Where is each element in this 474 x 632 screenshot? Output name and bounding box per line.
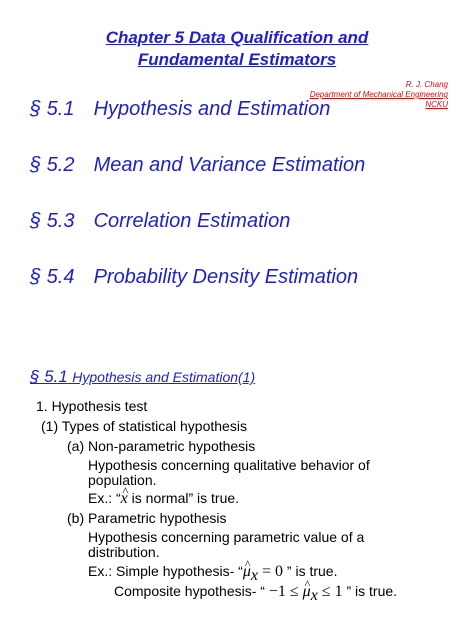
author-department: Department of Mechanical Engineering bbox=[309, 90, 448, 99]
author-name: R. J. Chang bbox=[405, 80, 448, 89]
body-line-hypothesis-test: 1. Hypothesis test bbox=[36, 398, 148, 414]
title-line-1: Chapter 5 Data Qualification and bbox=[105, 28, 369, 47]
section-title: Mean and Variance Estimation bbox=[93, 154, 366, 176]
mu-subscript: x bbox=[310, 586, 318, 604]
body-line-simple-hypothesis bbox=[88, 563, 337, 584]
section-number: § 5.1 bbox=[30, 98, 75, 120]
section-title: Probability Density Estimation bbox=[93, 266, 359, 288]
subsection-title: Hypothesis and Estimation(1) bbox=[72, 369, 256, 385]
composite-suffix: ” is true. bbox=[342, 583, 398, 599]
title-line-2: Fundamental Estimators bbox=[137, 50, 337, 69]
section-heading-5-4 bbox=[30, 266, 358, 289]
section-heading-5-3 bbox=[30, 210, 290, 233]
mu-subscript: x bbox=[250, 566, 258, 584]
body-line-np-desc-2: population. bbox=[88, 472, 157, 488]
body-line-parametric: (b) Parametric hypothesis bbox=[67, 510, 227, 526]
subsection-heading bbox=[30, 367, 255, 387]
body-line-np-example bbox=[88, 490, 239, 507]
section-title: Correlation Estimation bbox=[93, 210, 291, 232]
body-line-np-desc-1: Hypothesis concerning qualitative behavior of bbox=[88, 457, 370, 473]
example-prefix: Ex.: “ bbox=[88, 490, 121, 506]
composite-lower-bound: −1 ≤ bbox=[268, 583, 303, 600]
section-number: § 5.3 bbox=[30, 210, 75, 232]
document-title bbox=[0, 27, 474, 71]
body-line-types: (1) Types of statistical hypothesis bbox=[41, 418, 247, 434]
body-line-p-desc-1: Hypothesis concerning parametric value of a bbox=[88, 529, 365, 545]
x-hat-symbol: ^ x bbox=[121, 491, 128, 507]
section-heading-5-1 bbox=[30, 98, 330, 121]
body-line-nonparametric: (a) Non-parametric hypothesis bbox=[67, 438, 256, 454]
body-line-p-desc-2: distribution. bbox=[88, 544, 160, 560]
example-suffix: is normal” is true. bbox=[127, 490, 240, 506]
simple-equation: = 0 bbox=[257, 563, 284, 580]
mu-hat-symbol: ^ μ bbox=[243, 564, 251, 580]
simple-prefix: Ex.: Simple hypothesis- “ bbox=[88, 563, 243, 579]
mu-hat-symbol: ^ μ bbox=[303, 584, 311, 600]
author-school: NCKU bbox=[425, 100, 448, 109]
section-heading-5-2 bbox=[30, 154, 365, 177]
subsection-number: § 5.1 bbox=[30, 367, 68, 386]
composite-upper-bound: ≤ 1 bbox=[317, 583, 343, 600]
composite-prefix: Composite hypothesis- “ bbox=[114, 583, 269, 599]
simple-suffix: ” is true. bbox=[283, 563, 338, 579]
section-number: § 5.2 bbox=[30, 154, 75, 176]
author-block bbox=[310, 80, 448, 110]
body-line-composite-hypothesis bbox=[114, 583, 397, 604]
section-number: § 5.4 bbox=[30, 266, 75, 288]
section-title: Hypothesis and Estimation bbox=[93, 98, 331, 120]
